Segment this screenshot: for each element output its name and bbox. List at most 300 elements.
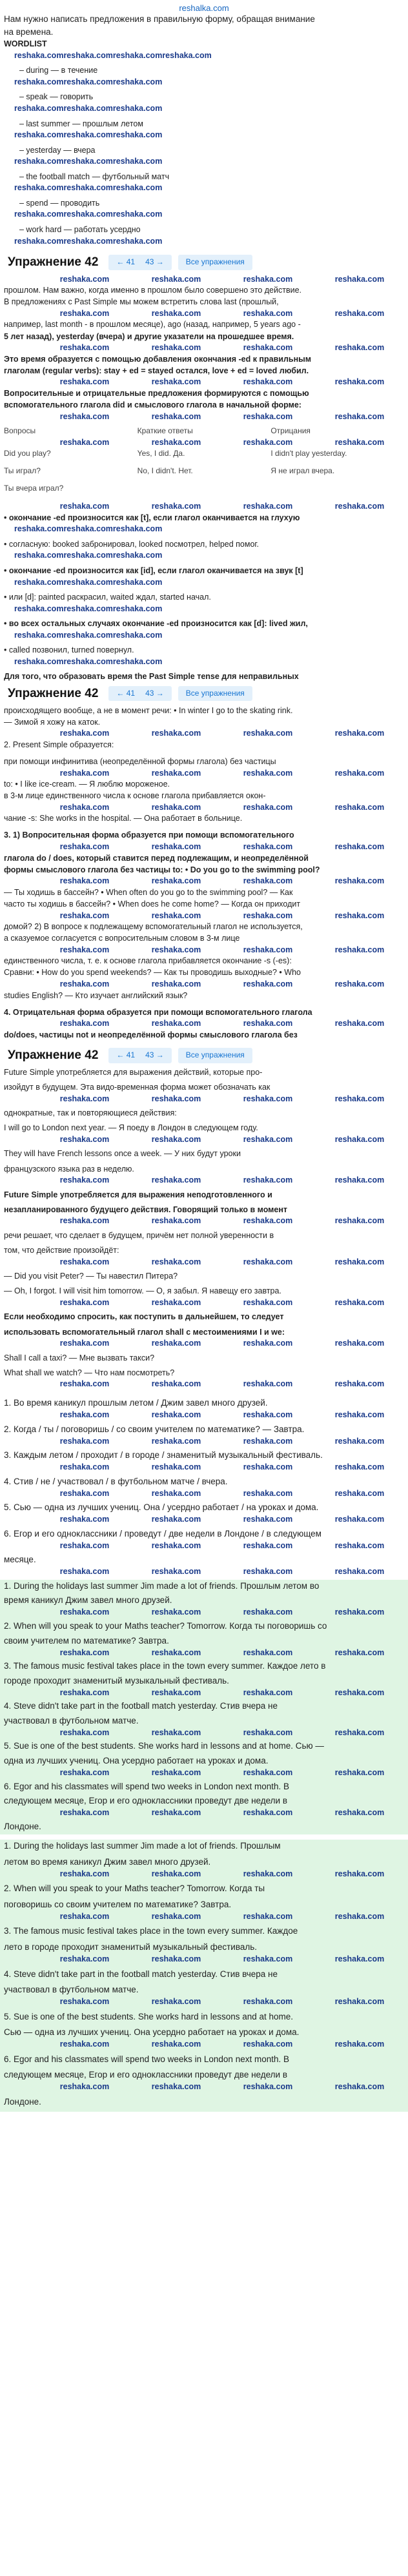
rule-line: • окончание -ed произносится как [t], если глагол оканчивается на глухую bbox=[4, 513, 300, 522]
watermark-text: reshaka.com bbox=[63, 630, 113, 640]
pagination bbox=[108, 255, 171, 270]
watermark-text: reshaka.com bbox=[151, 1727, 201, 1737]
watermark-text: reshaka.com bbox=[243, 1911, 293, 1921]
watermark-text: reshaka.com bbox=[112, 103, 163, 113]
watermark-text: reshaka.com bbox=[151, 1257, 201, 1266]
answer-line: 5. Sue is one of the best students. She works hard in lessons and at home. Сью — bbox=[4, 1741, 324, 1751]
watermark-text: reshaka.com bbox=[243, 411, 293, 421]
watermark-text: reshaka.com bbox=[151, 2082, 201, 2092]
watermark-text: reshaka.com bbox=[59, 1954, 110, 1963]
next-exercise-link[interactable]: 43 → bbox=[145, 257, 164, 267]
watermark-row bbox=[0, 1215, 408, 1226]
watermark-row bbox=[0, 876, 408, 887]
answer-line: Сью — одна из лучших учениц. Она усердно работает на уроках и дома. bbox=[4, 2027, 300, 2038]
watermark-text: reshaka.com bbox=[63, 236, 113, 246]
watermark-text: reshaka.com bbox=[243, 876, 293, 886]
watermark-text: reshaka.com bbox=[334, 1379, 385, 1389]
watermark-text: reshaka.com bbox=[334, 729, 385, 738]
watermark-row bbox=[0, 1134, 408, 1145]
watermark-text: reshaka.com bbox=[151, 1954, 201, 1963]
watermark-text: reshaka.com bbox=[334, 1216, 385, 1226]
watermark-text: reshaka.com bbox=[334, 1767, 385, 1777]
answer-line: 3. The famous music festival takes place in the town every summer. Каждое лето в bbox=[4, 1661, 326, 1671]
table-cell: Did you play? bbox=[4, 448, 51, 458]
grammar-line: при помощи инфинитива (неопределённой формы глагола) без частицы bbox=[4, 756, 276, 766]
watermark-row bbox=[0, 1018, 408, 1029]
answer-line: Лондоне. bbox=[4, 1821, 41, 1831]
watermark-text: reshaka.com bbox=[112, 210, 163, 219]
answer-line: 1. During the holidays last summer Jim made a lot of friends. Прошлым bbox=[4, 1841, 281, 1851]
watermark-text: reshaka.com bbox=[151, 1297, 201, 1307]
watermark-text: reshaka.com bbox=[243, 1540, 293, 1550]
watermark-text: reshaka.com bbox=[63, 50, 113, 60]
watermark-text: reshaka.com bbox=[151, 1488, 201, 1498]
watermark-text: reshaka.com bbox=[334, 1647, 385, 1657]
watermark-text: reshaka.com bbox=[334, 2082, 385, 2092]
watermark-row bbox=[0, 235, 408, 246]
watermark-text: reshaka.com bbox=[59, 802, 110, 812]
answer-line: 3. The famous music festival takes place in the town every summer. Каждое bbox=[4, 1926, 298, 1936]
watermark-text: reshaka.com bbox=[151, 729, 201, 738]
watermark-text: reshaka.com bbox=[59, 1175, 110, 1185]
table-row bbox=[0, 483, 408, 494]
watermark-row bbox=[0, 801, 408, 812]
all-exercises-button[interactable]: Все упражнения bbox=[178, 1048, 252, 1063]
watermark-text: reshaka.com bbox=[151, 437, 201, 447]
watermark-text: reshaka.com bbox=[59, 1869, 110, 1878]
rule-line: • во всех остальных случаях окончание -ed произносится как [d]: lived жил, bbox=[4, 619, 308, 629]
watermark-text: reshaka.com bbox=[59, 502, 110, 511]
site-title[interactable]: reshalka.com bbox=[179, 3, 229, 13]
watermark-row bbox=[0, 944, 408, 955]
watermark-text: reshaka.com bbox=[14, 210, 64, 219]
watermark-text: reshaka.com bbox=[151, 274, 201, 284]
future-simple-line: — Oh, I forgot. I will visit him tomorrow. — О, я забыл. Я навещу его завтра. bbox=[4, 1286, 281, 1296]
watermark-text: reshaka.com bbox=[334, 876, 385, 886]
watermark-text: reshaka.com bbox=[334, 2040, 385, 2049]
watermark-row bbox=[0, 1297, 408, 1308]
watermark-text: reshaka.com bbox=[243, 945, 293, 954]
watermark-text: reshaka.com bbox=[162, 50, 212, 60]
watermark-row bbox=[0, 576, 408, 587]
watermark-text: reshaka.com bbox=[59, 729, 110, 738]
watermark-text: reshaka.com bbox=[151, 1767, 201, 1777]
watermark-row bbox=[0, 1566, 408, 1577]
watermark-text: reshaka.com bbox=[243, 1869, 293, 1878]
pagination bbox=[108, 1048, 171, 1063]
rule-line: • или [d]: painted раскрасил, waited ждал, started начал. bbox=[4, 593, 211, 602]
watermark-row bbox=[0, 342, 408, 353]
answer-line: поговоришь со своим учителем по математике? Завтра. bbox=[4, 1899, 232, 1909]
watermark-row bbox=[0, 524, 408, 535]
next-exercise-link[interactable]: 43 → bbox=[145, 688, 164, 698]
all-exercises-button[interactable]: Все упражнения bbox=[178, 255, 252, 270]
grammar-line: — Ты ходишь в бассейн? • When often do you go to the swimming pool? — Как bbox=[4, 887, 293, 897]
watermark-text: reshaka.com bbox=[334, 979, 385, 988]
watermark-row bbox=[0, 1868, 408, 1879]
spacer bbox=[0, 477, 408, 483]
watermark-text: reshaka.com bbox=[59, 1647, 110, 1657]
grammar-line: 3. 1) Вопросительная форма образуется при помощи вспомогательного bbox=[4, 831, 294, 840]
text-line: Для того, что образовать время the Past Simple тense для неправильных bbox=[4, 672, 299, 682]
watermark-row bbox=[0, 1488, 408, 1499]
watermark-text: reshaka.com bbox=[59, 1462, 110, 1472]
watermark-text: reshaka.com bbox=[59, 1687, 110, 1697]
watermark-text: reshaka.com bbox=[14, 630, 64, 640]
table-cell: Ты играл? bbox=[4, 466, 41, 475]
future-simple-line: использовать вспомогательный глагол shall с местоимениями I и we: bbox=[4, 1327, 285, 1337]
watermark-row bbox=[0, 76, 408, 87]
watermark-text: reshaka.com bbox=[243, 729, 293, 738]
watermark-text: reshaka.com bbox=[151, 1997, 201, 2007]
watermark-text: reshaka.com bbox=[334, 1488, 385, 1498]
prev-exercise-link[interactable]: ← 41 bbox=[116, 1050, 136, 1060]
watermark-text: reshaka.com bbox=[151, 1410, 201, 1419]
grammar-line: 5 лет назад), yesterday (вчера) и другие указатели на прошедшее время. bbox=[4, 331, 294, 341]
spacer bbox=[0, 459, 408, 466]
watermark-text: reshaka.com bbox=[59, 910, 110, 920]
watermark-text: reshaka.com bbox=[334, 1540, 385, 1550]
wordlist-item: – the football match — футбольный матч bbox=[19, 172, 170, 181]
spacer bbox=[0, 1834, 408, 1840]
watermark-text: reshaka.com bbox=[59, 945, 110, 954]
watermark-row bbox=[0, 1435, 408, 1446]
watermark-text: reshaka.com bbox=[63, 524, 113, 534]
wordlist-item: – during — в течение bbox=[19, 66, 98, 75]
watermark-row bbox=[0, 437, 408, 448]
watermark-text: reshaka.com bbox=[151, 1019, 201, 1028]
grammar-line: домой? 2) В вопросе к подлежащему вспомогательный глагол не используется, bbox=[4, 922, 303, 932]
wordlist-item: – spend — проводить bbox=[19, 198, 100, 208]
watermark-text: reshaka.com bbox=[112, 577, 163, 587]
watermark-text: reshaka.com bbox=[63, 551, 113, 560]
watermark-text: reshaka.com bbox=[112, 524, 163, 534]
watermark-text: reshaka.com bbox=[151, 1216, 201, 1226]
watermark-text: reshaka.com bbox=[243, 1488, 293, 1498]
watermark-row bbox=[0, 103, 408, 114]
watermark-text: reshaka.com bbox=[63, 130, 113, 140]
watermark-text: reshaka.com bbox=[112, 157, 163, 166]
watermark-text: reshaka.com bbox=[243, 1019, 293, 1028]
watermark-text: reshaka.com bbox=[14, 157, 64, 166]
watermark-text: reshaka.com bbox=[14, 183, 64, 193]
watermark-text: reshaka.com bbox=[63, 577, 113, 587]
watermark-text: reshaka.com bbox=[59, 1019, 110, 1028]
answer-line: городе проходит знаменитый музыкальный фестиваль. bbox=[4, 1675, 229, 1686]
future-simple-line: They will have French lessons once a week. — У них будут уроки bbox=[4, 1149, 241, 1159]
watermark-text: reshaka.com bbox=[63, 77, 113, 86]
watermark-text: reshaka.com bbox=[112, 50, 163, 60]
grammar-line: studies English? — Кто изучает английский язык? bbox=[4, 990, 188, 1000]
watermark-row bbox=[0, 1607, 408, 1618]
answer-line: лето в городе проходит знаменитый музыкальный фестиваль. bbox=[4, 1942, 258, 1952]
table-cell: Я не играл вчера. bbox=[270, 466, 335, 475]
watermark-text: reshaka.com bbox=[243, 910, 293, 920]
watermark-text: reshaka.com bbox=[14, 524, 64, 534]
watermark-text: reshaka.com bbox=[243, 979, 293, 988]
watermark-text: reshaka.com bbox=[151, 1462, 201, 1472]
spacer bbox=[0, 751, 408, 756]
watermark-row bbox=[0, 308, 408, 319]
watermark-text: reshaka.com bbox=[243, 2040, 293, 2049]
grammar-line: формы смыслового глагола без частицы to: • Do you go to the swimming pool? bbox=[4, 865, 320, 874]
watermark-text: reshaka.com bbox=[334, 1515, 385, 1524]
watermark-text: reshaka.com bbox=[14, 50, 64, 60]
future-simple-line: I will go to London next year. — Я поеду в Лондон в следующем году. bbox=[4, 1123, 258, 1133]
grammar-line: 4. Отрицательная форма образуется при помощи вспомогательного глагола bbox=[4, 1007, 312, 1017]
watermark-text: reshaka.com bbox=[151, 1687, 201, 1697]
watermark-text: reshaka.com bbox=[334, 1339, 385, 1348]
watermark-text: reshaka.com bbox=[334, 910, 385, 920]
grammar-line: часто ты ходишь в бассейн? • When does he come home? — Когда он приходит bbox=[4, 899, 301, 909]
future-simple-line: французского языка раз в неделю. bbox=[4, 1164, 134, 1174]
watermark-text: reshaka.com bbox=[14, 577, 64, 587]
grammar-line: Вопросительные и отрицательные предложения формируются с помощью bbox=[4, 388, 309, 398]
wordlist-label: WORDLIST bbox=[4, 39, 47, 49]
prev-exercise-link[interactable]: ← 41 bbox=[116, 688, 136, 698]
task-line: 1. Во время каникул прошлым летом / Джим завел много друзей. bbox=[4, 1397, 268, 1408]
exercise-title: Упражнение 42 bbox=[8, 255, 99, 270]
watermark-row bbox=[0, 728, 408, 739]
watermark-text: reshaka.com bbox=[334, 1911, 385, 1921]
future-simple-line: Future Simple употребляется для выражения неподготовленного и bbox=[4, 1190, 272, 1199]
grammar-line: глагола do / does, который ставится перед подлежащим, и неопределённой bbox=[4, 853, 309, 863]
answer-line: 4. Steve didn't take part in the football match yesterday. Стив вчера не bbox=[4, 1969, 278, 1979]
watermark-text: reshaka.com bbox=[59, 1297, 110, 1307]
watermark-text: reshaka.com bbox=[334, 945, 385, 954]
watermark-text: reshaka.com bbox=[334, 1954, 385, 1963]
watermark-text: reshaka.com bbox=[63, 157, 113, 166]
watermark-text: reshaka.com bbox=[243, 1954, 293, 1963]
watermark-text: reshaka.com bbox=[59, 1094, 110, 1103]
watermark-text: reshaka.com bbox=[151, 1608, 201, 1617]
grammar-line: например, last month - в прошлом месяце), ago (назад, например, 5 years ago - bbox=[4, 320, 301, 329]
future-simple-line: том, что действие произойдёт: bbox=[4, 1246, 119, 1255]
watermark-row bbox=[0, 377, 408, 388]
table-head-cell: Вопросы bbox=[4, 426, 36, 436]
watermark-text: reshaka.com bbox=[112, 656, 163, 666]
watermark-row bbox=[0, 1338, 408, 1349]
grammar-line: В предложениях с Past Simple мы можем встретить слова last (прошлый, bbox=[4, 297, 279, 307]
watermark-row bbox=[0, 2039, 408, 2050]
watermark-text: reshaka.com bbox=[151, 979, 201, 988]
watermark-text: reshaka.com bbox=[151, 377, 201, 387]
watermark-row bbox=[0, 1379, 408, 1390]
watermark-text: reshaka.com bbox=[14, 103, 64, 113]
watermark-text: reshaka.com bbox=[243, 1687, 293, 1697]
watermark-text: reshaka.com bbox=[243, 1410, 293, 1419]
watermark-text: reshaka.com bbox=[334, 1567, 385, 1577]
watermark-text: reshaka.com bbox=[59, 1540, 110, 1550]
spacer bbox=[0, 824, 408, 829]
table-cell: No, I didn't. Нет. bbox=[137, 466, 193, 475]
future-simple-line: незапланированного будущего действия. Говорящий только в момент bbox=[4, 1204, 288, 1214]
watermark-text: reshaka.com bbox=[151, 842, 201, 851]
exercise-header bbox=[0, 683, 408, 705]
watermark-text: reshaka.com bbox=[243, 1379, 293, 1389]
watermark-text: reshaka.com bbox=[151, 1540, 201, 1550]
watermark-text: reshaka.com bbox=[243, 842, 293, 851]
wordlist-item: – last summer — прошлым летом bbox=[19, 119, 143, 128]
watermark-text: reshaka.com bbox=[151, 945, 201, 954]
watermark-row bbox=[0, 501, 408, 512]
watermark-text: reshaka.com bbox=[243, 1515, 293, 1524]
watermark-text: reshaka.com bbox=[112, 130, 163, 140]
watermark-text: reshaka.com bbox=[243, 1462, 293, 1472]
watermark-row bbox=[0, 411, 408, 422]
table-cell: I didn't play yesterday. bbox=[270, 448, 347, 458]
watermark-text: reshaka.com bbox=[59, 2040, 110, 2049]
table-head-cell: Краткие ответы bbox=[137, 426, 193, 436]
watermark-row bbox=[0, 1410, 408, 1421]
watermark-text: reshaka.com bbox=[59, 411, 110, 421]
watermark-text: reshaka.com bbox=[151, 1869, 201, 1878]
table-cell bbox=[138, 483, 271, 494]
watermark-text: reshaka.com bbox=[151, 1567, 201, 1577]
watermark-text: reshaka.com bbox=[243, 1808, 293, 1818]
grammar-line: в 3-м лице единственного числа к основе глагола прибавляется окон- bbox=[4, 791, 266, 801]
watermark-text: reshaka.com bbox=[112, 630, 163, 640]
watermark-text: reshaka.com bbox=[112, 604, 163, 613]
answer-line: 1. During the holidays last summer Jim made a lot of friends. Прошлым летом во bbox=[4, 1580, 320, 1591]
watermark-text: reshaka.com bbox=[334, 1410, 385, 1419]
watermark-text: reshaka.com bbox=[243, 1436, 293, 1446]
watermark-text: reshaka.com bbox=[151, 411, 201, 421]
answer-line: летом во время каникул Джим завел много друзей. bbox=[4, 1856, 211, 1867]
future-simple-line: однократные, так и повторяющиеся действия: bbox=[4, 1108, 177, 1118]
watermark-row bbox=[0, 1256, 408, 1267]
grammar-line: единственного числа, т. е. к основе глагола прибавляется окончание -s (-es): bbox=[4, 956, 292, 966]
grammar-line: глаголам (regular verbs): stay + ed = stayed остался, love + ed = loved любил. bbox=[4, 366, 309, 375]
prev-exercise-link[interactable]: ← 41 bbox=[116, 257, 136, 267]
watermark-text: reshaka.com bbox=[151, 502, 201, 511]
watermark-text: reshaka.com bbox=[59, 1436, 110, 1446]
grammar-line: do/does, частицы not и неопределённой формы смыслового глагола без bbox=[4, 1030, 298, 1039]
watermark-text: reshaka.com bbox=[334, 1869, 385, 1878]
task-line: месяце. bbox=[4, 1555, 36, 1565]
watermark-text: reshaka.com bbox=[334, 274, 385, 284]
intro-line: на времена. bbox=[4, 26, 54, 37]
watermark-text: reshaka.com bbox=[63, 103, 113, 113]
watermark-row bbox=[0, 1462, 408, 1473]
watermark-row bbox=[0, 1767, 408, 1778]
watermark-text: reshaka.com bbox=[59, 274, 110, 284]
watermark-text: reshaka.com bbox=[334, 842, 385, 851]
spacer bbox=[0, 1001, 408, 1007]
watermark-row bbox=[0, 910, 408, 921]
future-simple-line: речи решает, что сделает в будущем, причём нет полной уверенности в bbox=[4, 1230, 274, 1240]
watermark-text: reshaka.com bbox=[334, 1727, 385, 1737]
watermark-text: reshaka.com bbox=[243, 1997, 293, 2007]
watermark-text: reshaka.com bbox=[334, 1436, 385, 1446]
answer-line: 6. Egor and his classmates will spend two weeks in London next month. В bbox=[4, 2054, 289, 2064]
grammar-line: Это время образуется с помощью добавления окончания -ed к правильным bbox=[4, 354, 312, 364]
answer-line: следующем месяце, Егор и его одноклассники проведут две недели в bbox=[4, 1796, 288, 1806]
watermark-text: reshaka.com bbox=[243, 1257, 293, 1266]
rule-line: • called позвонил, turned повернул. bbox=[4, 645, 134, 655]
watermark-text: reshaka.com bbox=[14, 236, 64, 246]
table-head-cell: Отрицания bbox=[270, 426, 311, 436]
watermark-text: reshaka.com bbox=[151, 308, 201, 318]
watermark-row bbox=[0, 1540, 408, 1551]
grammar-line: прошлом. Нам важно, когда именно в прошлом было совершено это действие. bbox=[4, 286, 302, 295]
watermark-text: reshaka.com bbox=[243, 1339, 293, 1348]
watermark-text: reshaka.com bbox=[243, 308, 293, 318]
watermark-row bbox=[0, 273, 408, 284]
watermark-text: reshaka.com bbox=[59, 1339, 110, 1348]
watermark-text: reshaka.com bbox=[334, 502, 385, 511]
watermark-text: reshaka.com bbox=[112, 551, 163, 560]
watermark-text: reshaka.com bbox=[243, 768, 293, 778]
watermark-row bbox=[0, 1687, 408, 1698]
answer-line: своим учителем по математике? Завтра. bbox=[4, 1635, 169, 1646]
watermark-row bbox=[0, 767, 408, 778]
watermark-text: reshaka.com bbox=[243, 802, 293, 812]
task-line: 3. Каждым летом / проходит / в городе / знаменитый музыкальный фестиваль. bbox=[4, 1450, 323, 1460]
watermark-text: reshaka.com bbox=[59, 2082, 110, 2092]
watermark-row bbox=[0, 182, 408, 193]
watermark-text: reshaka.com bbox=[59, 1488, 110, 1498]
watermark-row bbox=[0, 1807, 408, 1818]
watermark-text: reshaka.com bbox=[63, 183, 113, 193]
watermark-text: reshaka.com bbox=[63, 210, 113, 219]
watermark-text: reshaka.com bbox=[59, 1911, 110, 1921]
watermark-text: reshaka.com bbox=[59, 1410, 110, 1419]
spacer bbox=[0, 246, 408, 251]
watermark-text: reshaka.com bbox=[334, 1608, 385, 1617]
watermark-text: reshaka.com bbox=[14, 604, 64, 613]
future-simple-line: Shall I call a taxi? — Мне вызвать такси? bbox=[4, 1353, 155, 1362]
answer-line: Лондоне. bbox=[4, 2096, 41, 2107]
watermark-text: reshaka.com bbox=[334, 1808, 385, 1818]
answer-line: участвовал в футбольном матче. bbox=[4, 1715, 139, 1726]
next-exercise-link[interactable]: 43 → bbox=[145, 1050, 164, 1060]
watermark-text: reshaka.com bbox=[59, 343, 110, 353]
watermark-text: reshaka.com bbox=[59, 1379, 110, 1389]
watermark-text: reshaka.com bbox=[334, 377, 385, 387]
future-simple-line: What shall we watch? — Что нам посмотреть? bbox=[4, 1368, 175, 1377]
table-cell: Yes, I did. Да. bbox=[137, 448, 185, 458]
watermark-text: reshaka.com bbox=[243, 1175, 293, 1185]
watermark-row bbox=[0, 1954, 408, 1965]
table-header bbox=[0, 426, 408, 437]
answer-line: участвовал в футбольном матче. bbox=[4, 1985, 139, 1995]
watermark-text: reshaka.com bbox=[59, 1997, 110, 2007]
watermark-text: reshaka.com bbox=[151, 802, 201, 812]
all-exercises-button[interactable]: Все упражнения bbox=[178, 686, 252, 701]
watermark-row bbox=[0, 130, 408, 141]
watermark-text: reshaka.com bbox=[59, 876, 110, 886]
watermark-text: reshaka.com bbox=[334, 1297, 385, 1307]
watermark-text: reshaka.com bbox=[243, 1567, 293, 1577]
watermark-text: reshaka.com bbox=[112, 183, 163, 193]
watermark-text: reshaka.com bbox=[151, 768, 201, 778]
answer-line: время каникул Джим завел много друзей. bbox=[4, 1595, 172, 1606]
answer-line: 2. When will you speak to your Maths teacher? Tomorrow. Когда ты bbox=[4, 1883, 265, 1894]
watermark-text: reshaka.com bbox=[243, 502, 293, 511]
watermark-text: reshaka.com bbox=[59, 842, 110, 851]
watermark-row bbox=[0, 2081, 408, 2092]
watermark-row bbox=[0, 209, 408, 220]
watermark-text: reshaka.com bbox=[59, 377, 110, 387]
watermark-text: reshaka.com bbox=[151, 2040, 201, 2049]
watermark-text: reshaka.com bbox=[243, 1297, 293, 1307]
spacer bbox=[0, 2109, 408, 2112]
task-line: 5. Сью — одна из лучших учениц. Она / усердно работает / на уроках и дома. bbox=[4, 1502, 319, 1513]
watermark-text: reshaka.com bbox=[59, 1515, 110, 1524]
watermark-text: reshaka.com bbox=[63, 656, 113, 666]
watermark-text: reshaka.com bbox=[334, 1997, 385, 2007]
